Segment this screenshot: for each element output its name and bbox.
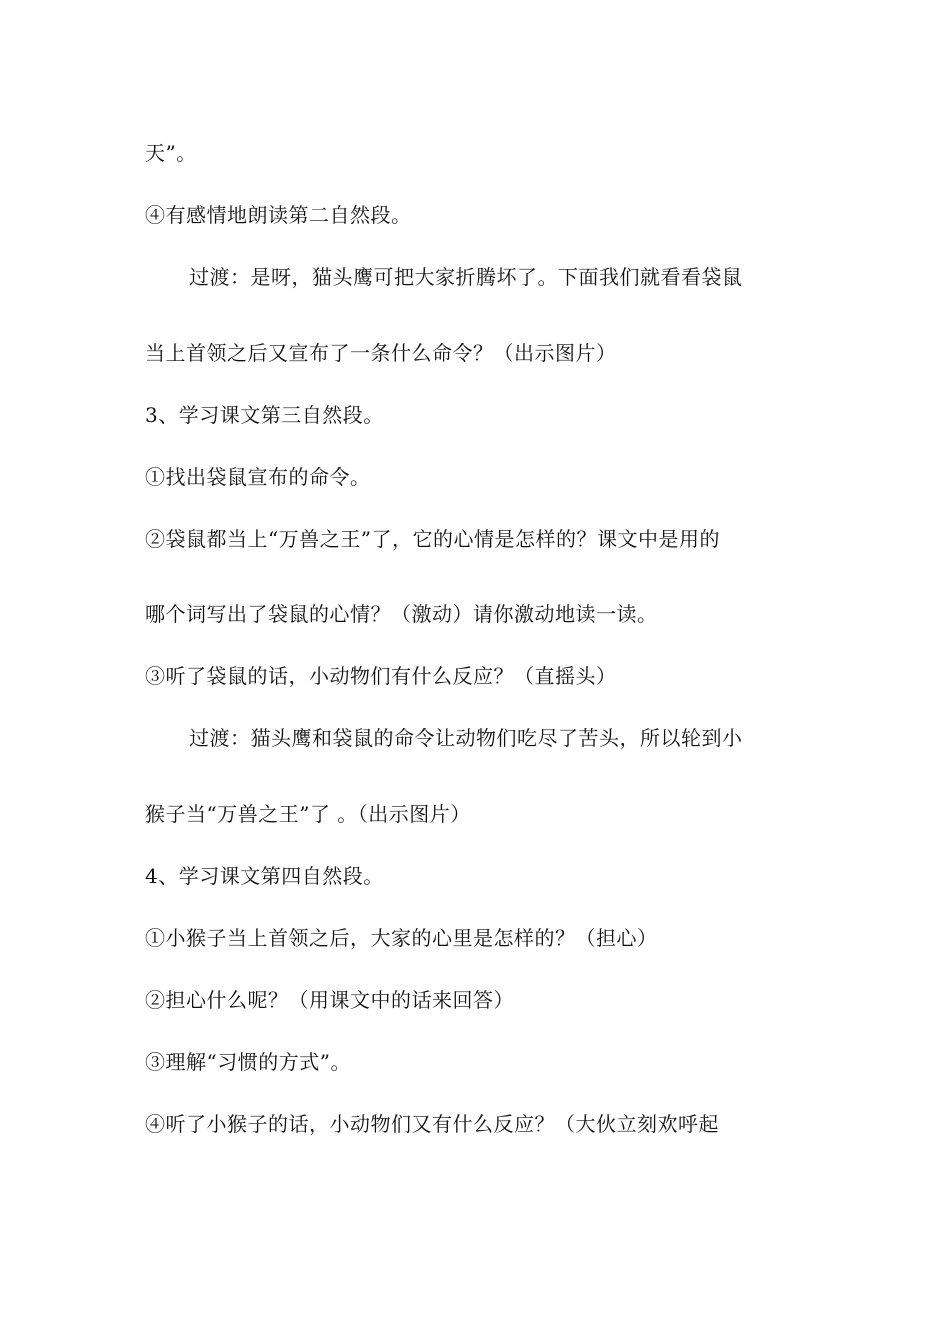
text-line: ④听了小猴子的话，小动物们又有什么反应？（大伙立刻欢呼起 <box>145 1112 719 1136</box>
text-line: 猴子当“万兽之王”了 。（出示图片） <box>145 802 471 826</box>
text-line: 天”。 <box>145 141 197 165</box>
text-line: ②袋鼠都当上“万兽之王”了，它的心情是怎样的？课文中是用的 <box>145 527 720 551</box>
text-line: ③听了袋鼠的话，小动物们有什么反应？（直摇头） <box>145 664 617 688</box>
text-line: ①小猴子当上首领之后，大家的心里是怎样的？（担心） <box>145 926 658 950</box>
text-line: 过渡：是呀，猫头鹰可把大家折腾坏了。下面我们就看看袋鼠 <box>189 265 743 289</box>
text-line: 4、学习课文第四自然段。 <box>145 864 384 888</box>
text-line: 3、学习课文第三自然段。 <box>145 403 384 427</box>
text-line: ①找出袋鼠宣布的命令。 <box>145 465 371 489</box>
text-line: 过渡：猫头鹰和袋鼠的命令让动物们吃尽了苦头，所以轮到小 <box>189 726 743 750</box>
text-line: 当上首领之后又宣布了一条什么命令？（出示图片） <box>145 341 617 365</box>
text-line: ②担心什么呢？（用课文中的话来回答） <box>145 988 514 1012</box>
text-line: 哪个词写出了袋鼠的心情？（激动）请你激动地读一读。 <box>145 602 658 626</box>
text-line: ④有感情地朗读第二自然段。 <box>145 203 412 227</box>
text-line: ③理解“习惯的方式”。 <box>145 1050 351 1074</box>
